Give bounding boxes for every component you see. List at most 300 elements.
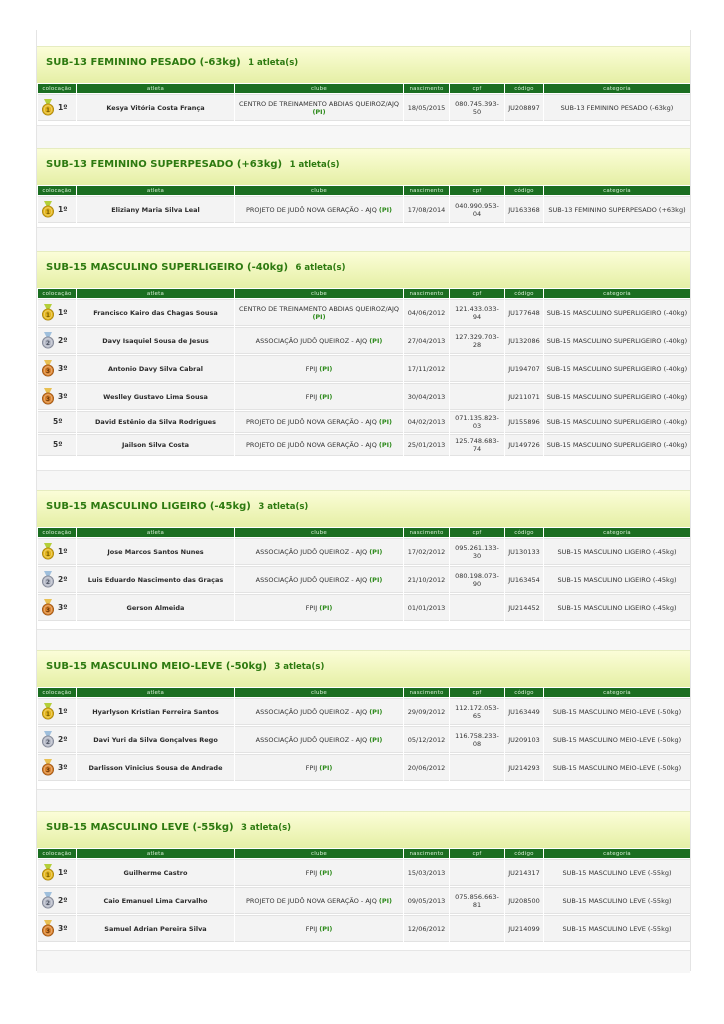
athlete-name: Samuel Adrian Pereira Silva [77, 915, 234, 942]
state-tag: (PI) [312, 107, 326, 116]
cpf-number [450, 915, 504, 942]
table-header-row [38, 688, 690, 697]
club-name: PROJETO DE JUDÔ NOVA GERAÇÃO - AJQ [245, 418, 377, 426]
birth-date: 17/02/2012 [404, 538, 449, 565]
table-row [38, 383, 690, 410]
bronze-medal-icon [41, 360, 55, 377]
athlete-name: Davi Yuri da Silva Gonçalves Rego [77, 726, 234, 753]
table-row [38, 566, 690, 593]
table-row [38, 594, 690, 621]
placement-cell [38, 434, 76, 456]
athlete-name: Davy Isaquiel Sousa de Jesus [77, 327, 234, 354]
athlete-name: Jose Marcos Santos Nunes [77, 538, 234, 565]
birth-date: 12/06/2012 [404, 915, 449, 942]
club-cell [235, 887, 403, 914]
svg-text:2: 2 [45, 339, 51, 347]
column-header-athlete: atleta [77, 688, 234, 697]
cpf-number: 112.172.053-65 [450, 698, 504, 725]
column-header-athlete: atleta [77, 528, 234, 537]
column-header-code: código [505, 849, 543, 858]
svg-text:1: 1 [45, 106, 51, 114]
athlete-code: JU177648 [505, 299, 543, 326]
birth-date: 27/04/2013 [404, 327, 449, 354]
svg-text:1: 1 [45, 550, 51, 558]
results-sheet [36, 30, 691, 971]
category-name: SUB-15 MASCULINO SUPERLIGEIRO (-40kg) [544, 355, 690, 382]
birth-date: 01/01/2013 [404, 594, 449, 621]
placement: 5º [53, 417, 63, 426]
svg-text:1: 1 [45, 871, 51, 879]
placement-cell [38, 754, 76, 781]
silver-medal-icon [41, 892, 55, 909]
placement-cell [38, 411, 76, 433]
category-name: SUB-15 MASCULINO MEIO-LEVE (-50kg) [544, 726, 690, 753]
column-header-birth: nascimento [404, 289, 449, 298]
placement-cell [38, 327, 76, 354]
athlete-code: JU214293 [505, 754, 543, 781]
birth-date: 17/08/2014 [404, 196, 449, 223]
column-header-placement: colocação [38, 688, 76, 697]
gold-medal-icon [41, 99, 55, 116]
svg-text:3: 3 [45, 766, 51, 774]
cpf-number [450, 754, 504, 781]
column-header-code: código [505, 289, 543, 298]
athlete-code: JU214099 [505, 915, 543, 942]
cpf-number [450, 859, 504, 886]
athlete-name: Gerson Almeida [77, 594, 234, 621]
column-header-club: clube [235, 84, 403, 93]
club-cell [235, 754, 403, 781]
placement: 2º [58, 335, 68, 345]
column-header-code: código [505, 688, 543, 697]
state-tag: (PI) [319, 924, 333, 933]
club-cell [235, 594, 403, 621]
state-tag: (PI) [312, 312, 326, 321]
svg-text:3: 3 [45, 395, 51, 403]
club-name: PROJETO DE JUDÔ NOVA GERAÇÃO - AJQ [245, 205, 377, 214]
column-header-club: clube [235, 186, 403, 195]
section-header [37, 148, 690, 185]
column-header-club: clube [235, 688, 403, 697]
gold-medal-icon [41, 703, 55, 720]
club-cell [235, 383, 403, 410]
table-header-row [38, 528, 690, 537]
athlete-name: Caio Emanuel Lima Carvalho [77, 887, 234, 914]
column-header-athlete: atleta [77, 289, 234, 298]
cpf-number: 095.261.133-30 [450, 538, 504, 565]
club-name: FPIJ [305, 763, 318, 772]
placement-cell [38, 538, 76, 565]
table-row [38, 887, 690, 914]
state-tag: (PI) [378, 418, 393, 426]
athlete-code: JU211071 [505, 383, 543, 410]
column-header-placement: colocação [38, 528, 76, 537]
category-name: SUB-15 MASCULINO LEVE (-55kg) [544, 859, 690, 886]
category-section [37, 811, 690, 935]
section-title: SUB-15 MASCULINO LIGEIRO (-45kg) [46, 501, 251, 512]
table-row [38, 538, 690, 565]
section-header [37, 46, 690, 83]
placement: 1º [58, 867, 68, 877]
column-header-birth: nascimento [404, 186, 449, 195]
bronze-medal-icon [41, 759, 55, 776]
column-header-birth: nascimento [404, 84, 449, 93]
column-header-cpf: cpf [450, 84, 504, 93]
table-row [38, 355, 690, 382]
athlete-code: JU214317 [505, 859, 543, 886]
column-header-cpf: cpf [450, 289, 504, 298]
bronze-medal-icon [41, 388, 55, 405]
birth-date: 18/05/2015 [404, 94, 449, 121]
cpf-number [450, 383, 504, 410]
table-header-row [38, 186, 690, 195]
state-tag: (PI) [319, 763, 333, 772]
section-spacer [37, 789, 690, 812]
table-row [38, 299, 690, 326]
placement: 2º [58, 734, 68, 744]
svg-text:1: 1 [45, 710, 51, 718]
placement: 3º [58, 391, 68, 401]
birth-date: 21/10/2012 [404, 566, 449, 593]
category-section [37, 650, 690, 774]
table-row [38, 94, 690, 121]
athlete-count: 3 atleta(s) [274, 662, 325, 672]
cpf-number [450, 355, 504, 382]
results-table [37, 527, 691, 622]
placement-cell [38, 355, 76, 382]
athlete-code: JU132086 [505, 327, 543, 354]
athlete-code: JU155896 [505, 411, 543, 433]
column-header-birth: nascimento [404, 528, 449, 537]
athlete-name: Eliziany Maria Silva Leal [77, 196, 234, 223]
state-tag: (PI) [378, 896, 393, 905]
section-header [37, 490, 690, 527]
club-name: ASSOCIAÇÃO JUDÔ QUEIROZ - AJQ [255, 575, 368, 584]
column-header-category: categoria [544, 528, 690, 537]
athlete-code: JU130133 [505, 538, 543, 565]
column-header-birth: nascimento [404, 849, 449, 858]
column-header-athlete: atleta [77, 849, 234, 858]
club-cell [235, 299, 403, 326]
state-tag: (PI) [319, 392, 333, 401]
column-header-category: categoria [544, 84, 690, 93]
column-header-placement: colocação [38, 849, 76, 858]
table-header-row [38, 849, 690, 858]
section-title: SUB-13 FEMININO PESADO (-63kg) [46, 57, 241, 68]
gold-medal-icon [41, 543, 55, 560]
svg-text:2: 2 [45, 738, 51, 746]
placement: 1º [58, 546, 68, 556]
category-name: SUB-13 FEMININO SUPERPESADO (+63kg) [544, 196, 690, 223]
section-spacer [37, 950, 690, 973]
club-cell [235, 538, 403, 565]
birth-date: 30/04/2013 [404, 383, 449, 410]
column-header-category: categoria [544, 688, 690, 697]
svg-text:1: 1 [45, 311, 51, 319]
results-table [37, 687, 691, 782]
athlete-name: Darlisson Vinicius Sousa de Andrade [77, 754, 234, 781]
column-header-category: categoria [544, 289, 690, 298]
cpf-number: 040.990.953-04 [450, 196, 504, 223]
section-spacer [37, 125, 690, 149]
column-header-placement: colocação [38, 289, 76, 298]
category-name: SUB-13 FEMININO PESADO (-63kg) [544, 94, 690, 121]
column-header-code: código [505, 528, 543, 537]
state-tag: (PI) [319, 868, 333, 877]
club-name: PROJETO DE JUDÔ NOVA GERAÇÃO - AJQ [245, 896, 377, 905]
placement-cell [38, 196, 76, 223]
table-row [38, 327, 690, 354]
column-header-club: clube [235, 289, 403, 298]
cpf-number: 127.329.703-28 [450, 327, 504, 354]
athlete-name: Kesya Vitória Costa França [77, 94, 234, 121]
athlete-code: JU163454 [505, 566, 543, 593]
svg-text:1: 1 [45, 208, 51, 216]
category-section [37, 251, 690, 453]
athlete-name: Weslley Gustavo Lima Sousa [77, 383, 234, 410]
table-row [38, 411, 690, 433]
athlete-name: Jailson Silva Costa [77, 434, 234, 456]
category-section [37, 46, 690, 116]
athlete-code: JU149726 [505, 434, 543, 456]
placement-cell [38, 94, 76, 121]
column-header-category: categoria [544, 849, 690, 858]
club-name: FPIJ [305, 924, 318, 933]
svg-text:3: 3 [45, 927, 51, 935]
athlete-code: JU214452 [505, 594, 543, 621]
state-tag: (PI) [378, 441, 393, 449]
column-header-birth: nascimento [404, 688, 449, 697]
bronze-medal-icon [41, 599, 55, 616]
silver-medal-icon [41, 571, 55, 588]
silver-medal-icon [41, 731, 55, 748]
column-header-category: categoria [544, 186, 690, 195]
state-tag: (PI) [378, 205, 393, 214]
cpf-number: 116.758.233-08 [450, 726, 504, 753]
section-spacer [37, 470, 690, 491]
category-section [37, 148, 690, 218]
placement-cell [38, 915, 76, 942]
birth-date: 15/03/2013 [404, 859, 449, 886]
birth-date: 29/09/2012 [404, 698, 449, 725]
club-name: FPIJ [305, 364, 318, 373]
results-table [37, 288, 691, 457]
results-table [37, 83, 691, 122]
svg-text:2: 2 [45, 578, 51, 586]
birth-date: 20/06/2012 [404, 754, 449, 781]
column-header-cpf: cpf [450, 528, 504, 537]
state-tag: (PI) [369, 707, 383, 716]
svg-text:3: 3 [45, 606, 51, 614]
athlete-name: Luis Eduardo Nascimento das Graças [77, 566, 234, 593]
placement-cell [38, 566, 76, 593]
club-cell [235, 434, 403, 456]
gold-medal-icon [41, 201, 55, 218]
section-title: SUB-15 MASCULINO MEIO-LEVE (-50kg) [46, 661, 267, 672]
results-table [37, 185, 691, 224]
athlete-count: 6 atleta(s) [295, 263, 346, 273]
state-tag: (PI) [319, 603, 333, 612]
placement: 2º [58, 895, 68, 905]
placement: 5º [53, 440, 63, 449]
state-tag: (PI) [369, 575, 383, 584]
category-name: SUB-15 MASCULINO SUPERLIGEIRO (-40kg) [544, 411, 690, 433]
club-cell [235, 698, 403, 725]
column-header-code: código [505, 186, 543, 195]
category-name: SUB-15 MASCULINO LIGEIRO (-45kg) [544, 538, 690, 565]
placement: 3º [58, 602, 68, 612]
table-header-row [38, 289, 690, 298]
column-header-cpf: cpf [450, 186, 504, 195]
state-tag: (PI) [319, 364, 333, 373]
club-name: FPIJ [305, 868, 318, 877]
section-title: SUB-13 FEMININO SUPERPESADO (+63kg) [46, 159, 283, 170]
club-cell [235, 327, 403, 354]
placement: 1º [58, 706, 68, 716]
placement: 2º [58, 574, 68, 584]
birth-date: 04/02/2013 [404, 411, 449, 433]
athlete-count: 3 atleta(s) [241, 823, 292, 833]
category-name: SUB-15 MASCULINO SUPERLIGEIRO (-40kg) [544, 327, 690, 354]
section-spacer [37, 227, 690, 252]
athlete-count: 1 atleta(s) [248, 58, 299, 68]
table-row [38, 434, 690, 456]
club-name: CENTRO DE TREINAMENTO ABDIAS QUEIROZ/AJQ [238, 304, 400, 313]
placement-cell [38, 698, 76, 725]
section-title: SUB-15 MASCULINO LEVE (-55kg) [46, 822, 234, 833]
cpf-number: 071.135.823-03 [450, 411, 504, 433]
category-name: SUB-15 MASCULINO SUPERLIGEIRO (-40kg) [544, 299, 690, 326]
club-name: FPIJ [305, 603, 318, 612]
column-header-cpf: cpf [450, 849, 504, 858]
placement-cell [38, 859, 76, 886]
column-header-code: código [505, 84, 543, 93]
table-row [38, 859, 690, 886]
placement: 3º [58, 923, 68, 933]
placement-cell [38, 383, 76, 410]
cpf-number: 080.198.073-90 [450, 566, 504, 593]
placement: 1º [58, 307, 68, 317]
cpf-number: 075.856.663-81 [450, 887, 504, 914]
section-header [37, 811, 690, 848]
athlete-code: JU208897 [505, 94, 543, 121]
category-name: SUB-15 MASCULINO MEIO-LEVE (-50kg) [544, 754, 690, 781]
club-cell [235, 355, 403, 382]
table-row [38, 915, 690, 942]
state-tag: (PI) [369, 547, 383, 556]
club-name: FPIJ [305, 392, 318, 401]
club-cell [235, 859, 403, 886]
club-name: ASSOCIAÇÃO JUDÔ QUEIROZ - AJQ [255, 336, 368, 345]
athlete-count: 3 atleta(s) [258, 502, 309, 512]
section-title: SUB-15 MASCULINO SUPERLIGEIRO (-40kg) [46, 262, 289, 273]
table-row [38, 726, 690, 753]
birth-date: 09/05/2013 [404, 887, 449, 914]
column-header-placement: colocação [38, 84, 76, 93]
svg-text:2: 2 [45, 899, 51, 907]
gold-medal-icon [41, 304, 55, 321]
column-header-club: clube [235, 849, 403, 858]
category-name: SUB-15 MASCULINO LIGEIRO (-45kg) [544, 566, 690, 593]
cpf-number: 121.433.033-94 [450, 299, 504, 326]
athlete-name: Francisco Kairo das Chagas Sousa [77, 299, 234, 326]
club-cell [235, 915, 403, 942]
athlete-code: JU209103 [505, 726, 543, 753]
column-header-club: clube [235, 528, 403, 537]
birth-date: 05/12/2012 [404, 726, 449, 753]
placement-cell [38, 594, 76, 621]
section-header [37, 650, 690, 687]
placement: 3º [58, 762, 68, 772]
svg-text:3: 3 [45, 367, 51, 375]
athlete-code: JU208500 [505, 887, 543, 914]
category-name: SUB-15 MASCULINO LIGEIRO (-45kg) [544, 594, 690, 621]
cpf-number [450, 594, 504, 621]
placement: 3º [58, 363, 68, 373]
column-header-cpf: cpf [450, 688, 504, 697]
placement-cell [38, 299, 76, 326]
athlete-code: JU194707 [505, 355, 543, 382]
state-tag: (PI) [369, 336, 383, 345]
column-header-athlete: atleta [77, 186, 234, 195]
column-header-athlete: atleta [77, 84, 234, 93]
cpf-number: 125.748.683-74 [450, 434, 504, 456]
table-header-row [38, 84, 690, 93]
category-name: SUB-15 MASCULINO SUPERLIGEIRO (-40kg) [544, 383, 690, 410]
athlete-name: Antonio Davy Silva Cabral [77, 355, 234, 382]
table-row [38, 698, 690, 725]
category-name: SUB-15 MASCULINO LEVE (-55kg) [544, 915, 690, 942]
club-name: ASSOCIAÇÃO JUDÔ QUEIROZ - AJQ [255, 547, 368, 556]
club-name: ASSOCIAÇÃO JUDÔ QUEIROZ - AJQ [255, 707, 368, 716]
club-name: CENTRO DE TREINAMENTO ABDIAS QUEIROZ/AJQ [238, 99, 400, 108]
placement-cell [38, 887, 76, 914]
table-row [38, 754, 690, 781]
athlete-code: JU163368 [505, 196, 543, 223]
athlete-code: JU163449 [505, 698, 543, 725]
category-name: SUB-15 MASCULINO MEIO-LEVE (-50kg) [544, 698, 690, 725]
column-header-placement: colocação [38, 186, 76, 195]
silver-medal-icon [41, 332, 55, 349]
club-cell [235, 94, 403, 121]
category-name: SUB-15 MASCULINO SUPERLIGEIRO (-40kg) [544, 434, 690, 456]
section-spacer [37, 629, 690, 651]
section-header [37, 251, 690, 288]
placement: 1º [58, 102, 68, 112]
gold-medal-icon [41, 864, 55, 881]
club-cell [235, 196, 403, 223]
athlete-name: Guilherme Castro [77, 859, 234, 886]
club-cell [235, 726, 403, 753]
birth-date: 25/01/2013 [404, 434, 449, 456]
club-cell [235, 566, 403, 593]
placement-cell [38, 726, 76, 753]
bronze-medal-icon [41, 920, 55, 937]
club-cell [235, 411, 403, 433]
category-section [37, 490, 690, 614]
cpf-number: 080.745.393-50 [450, 94, 504, 121]
athlete-count: 1 atleta(s) [289, 160, 340, 170]
placement: 1º [58, 204, 68, 214]
table-row [38, 196, 690, 223]
club-name: PROJETO DE JUDÔ NOVA GERAÇÃO - AJQ [245, 441, 377, 449]
birth-date: 17/11/2012 [404, 355, 449, 382]
results-table [37, 848, 691, 943]
club-name: ASSOCIAÇÃO JUDÔ QUEIROZ - AJQ [255, 735, 368, 744]
athlete-name: Hyarlyson Kristian Ferreira Santos [77, 698, 234, 725]
birth-date: 04/06/2012 [404, 299, 449, 326]
state-tag: (PI) [369, 735, 383, 744]
